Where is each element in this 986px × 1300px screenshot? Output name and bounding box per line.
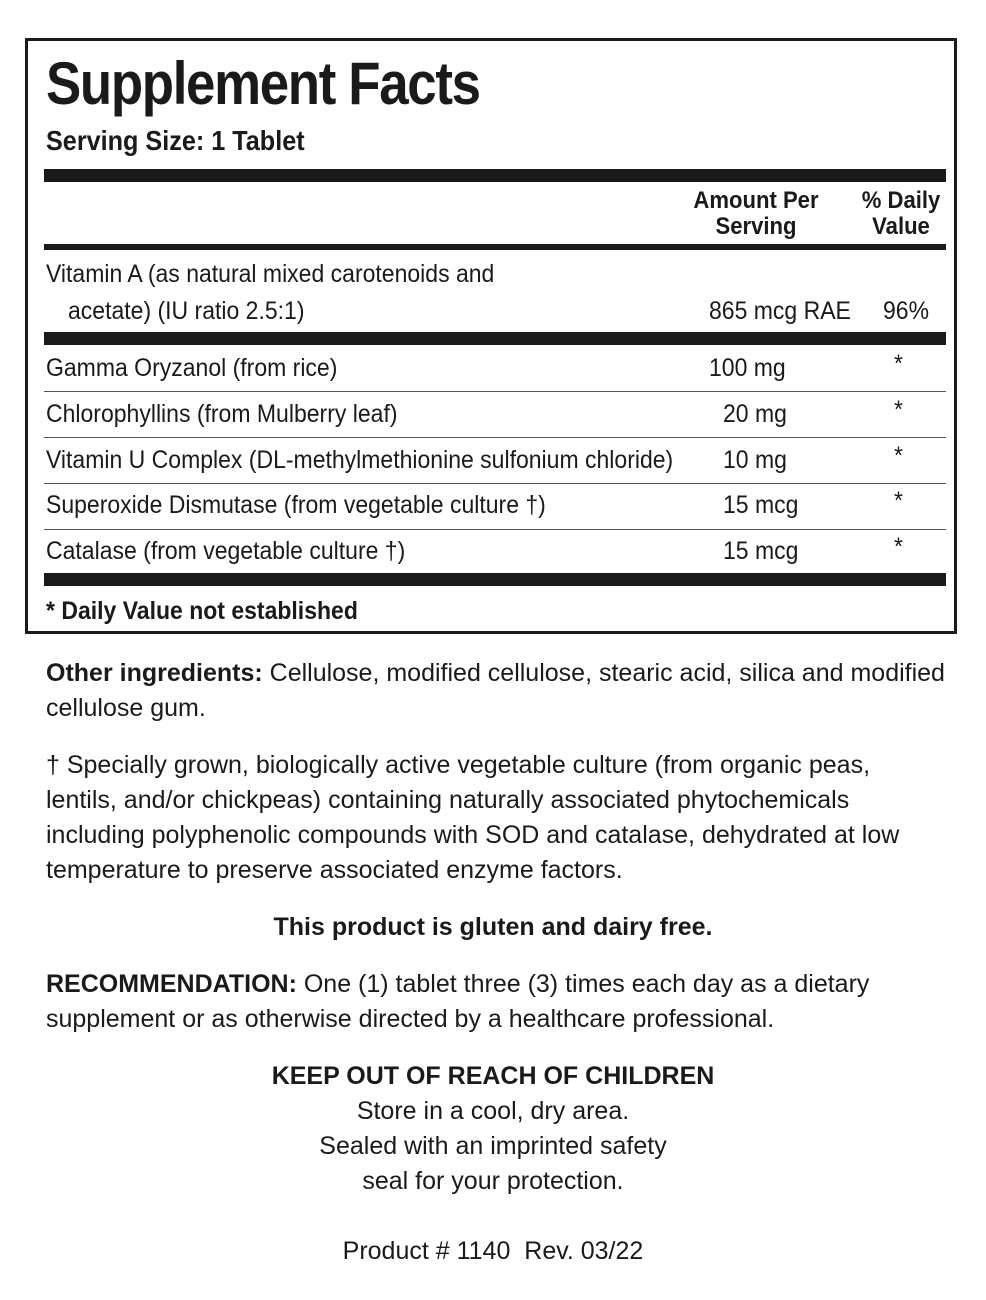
warning-block bbox=[0, 1059, 986, 1199]
nutrient-amount: 10 mg bbox=[723, 446, 787, 474]
column-header-amount: Amount Per Serving bbox=[693, 187, 819, 240]
row-divider bbox=[44, 437, 946, 438]
product-code: Product # 1140 Rev. 03/22 bbox=[342, 1237, 644, 1265]
nutrient-name: Vitamin U Complex (DL-methylmethionine sulfonium chloride) bbox=[46, 446, 674, 474]
nutrient-daily-value: * bbox=[894, 350, 903, 378]
nutrient-name: Chlorophyllins (from Mulberry leaf) bbox=[46, 400, 398, 428]
other-ingredients-label: Other ingredients: bbox=[46, 659, 263, 687]
row-divider bbox=[44, 391, 946, 392]
daily-value-footnote: * Daily Value not established bbox=[46, 597, 358, 625]
other-ingredients bbox=[46, 656, 976, 726]
row-divider bbox=[44, 529, 946, 530]
recommendation-label: RECOMMENDATION: bbox=[46, 970, 297, 998]
nutrient-name: Vitamin A (as natural mixed carotenoids and bbox=[46, 260, 495, 288]
recommendation-text: One (1) tablet three (3) times each day as a dietary supplement or as otherwise directed by a healthcare professional. bbox=[46, 970, 870, 1033]
row-divider bbox=[44, 483, 946, 484]
divider-thick bbox=[44, 169, 946, 182]
column-header-daily-value: % Daily Value bbox=[861, 187, 941, 240]
warning-heading: KEEP OUT OF REACH OF CHILDREN bbox=[271, 1062, 715, 1090]
seal-line-continued: seal for your protection. bbox=[362, 1167, 624, 1195]
facts-title: Supplement Facts bbox=[46, 50, 480, 117]
gluten-dairy-note: This product is gluten and dairy free. bbox=[273, 913, 713, 941]
divider-medium bbox=[44, 244, 946, 250]
nutrient-name: Gamma Oryzanol (from rice) bbox=[46, 354, 338, 382]
nutrient-daily-value: * bbox=[894, 533, 903, 561]
dagger-note: † Specially grown, biologically active vegetable culture (from organic peas, lentils, and/or chickpeas) containing naturally associated phytochemicals including polyphenolic compounds with SOD and catalase, dehydrated at low temperature to preserve associated enzyme factors. bbox=[46, 751, 900, 884]
seal-line: Sealed with an imprinted safety bbox=[319, 1132, 667, 1160]
divider-thick bbox=[44, 332, 946, 345]
nutrient-name: Catalase (from vegetable culture †) bbox=[46, 537, 406, 565]
nutrient-daily-value: * bbox=[894, 442, 903, 470]
nutrient-name-continued: acetate) (IU ratio 2.5:1) bbox=[68, 297, 305, 325]
divider-thick bbox=[44, 573, 946, 586]
nutrient-daily-value: * bbox=[894, 487, 903, 515]
supplement-facts-panel bbox=[25, 38, 957, 634]
other-ingredients-text: Cellulose, modified cellulose, stearic acid, silica and modified cellulose gum. bbox=[46, 659, 945, 722]
recommendation bbox=[46, 967, 976, 1037]
storage-line: Store in a cool, dry area. bbox=[356, 1097, 630, 1125]
nutrient-name: Superoxide Dismutase (from vegetable culture †) bbox=[46, 491, 546, 519]
nutrient-daily-value: 96% bbox=[883, 297, 930, 325]
nutrient-amount: 15 mcg bbox=[723, 491, 799, 519]
nutrient-amount: 20 mg bbox=[723, 400, 787, 428]
nutrient-daily-value: * bbox=[894, 396, 903, 424]
nutrient-amount: 100 mg bbox=[709, 354, 786, 382]
nutrient-amount: 15 mcg bbox=[723, 537, 799, 565]
serving-size: Serving Size: 1 Tablet bbox=[46, 125, 305, 156]
nutrient-amount: 865 mcg RAE bbox=[709, 297, 851, 325]
